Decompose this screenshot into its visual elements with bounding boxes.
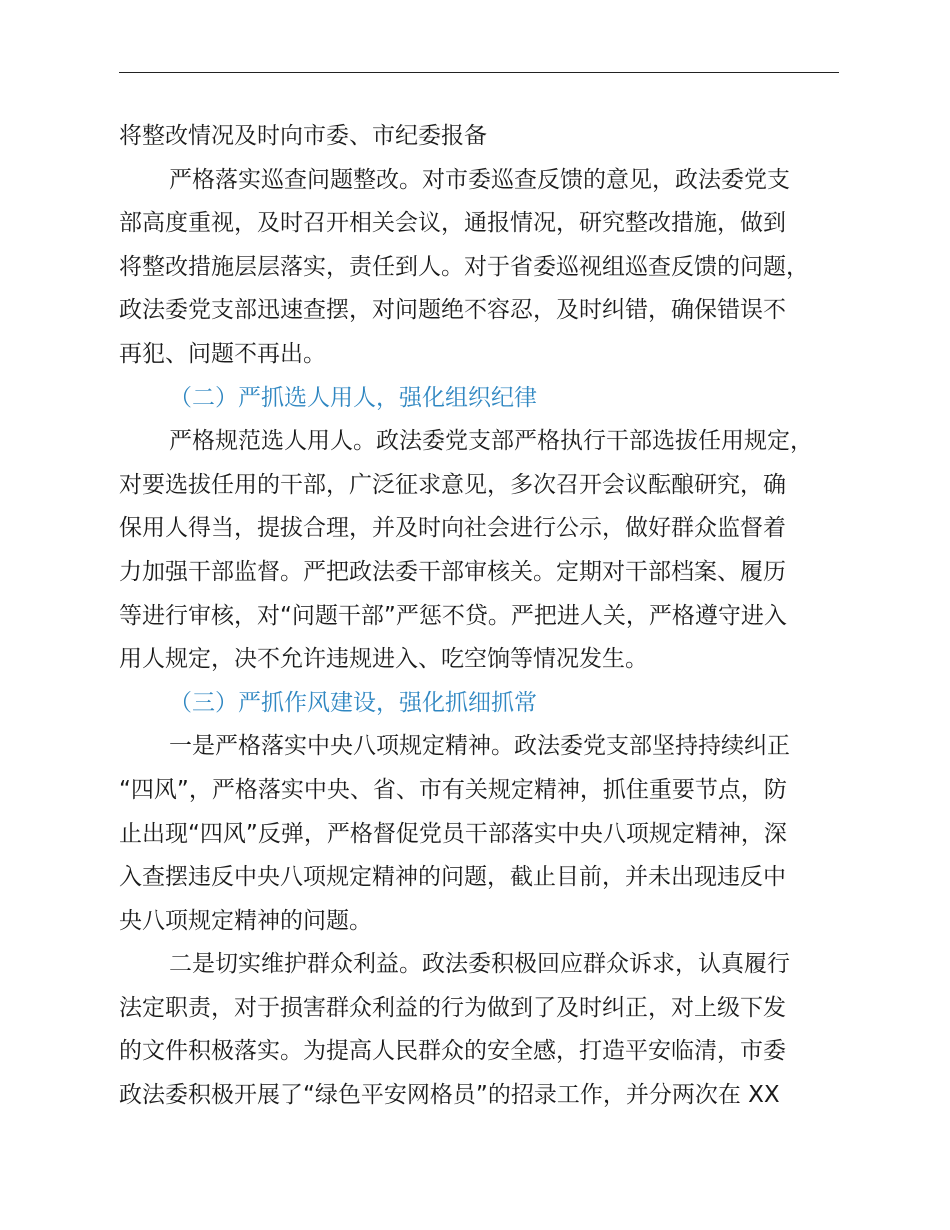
paragraph-line: 将整改情况及时向市委、市纪委报备 (119, 123, 487, 149)
paragraph-line: 入查摆违反中央八项规定精神的问题，截止目前，并未出现违反中 (119, 864, 786, 891)
paragraph-line: 一是严格落实中央八项规定精神。政法委党支部坚持持续纠正 (169, 733, 790, 760)
paragraph-line: 严格规范选人用人。政法委党支部严格执行干部选拔任用规定， (169, 428, 813, 455)
paragraph-line: 法定职责，对于损害群众利益的行为做到了及时纠正，对上级下发 (119, 994, 786, 1021)
paragraph-line: 再犯、问题不再出。 (119, 340, 326, 367)
paragraph-line: 的文件积极落实。为提高人民群众的安全感，打造平安临清，市委 (119, 1038, 786, 1065)
paragraph-line: 部高度重视，及时召开相关会议，通报情况，研究整改措施，做到 (119, 210, 786, 237)
document-body (119, 115, 849, 1118)
paragraph-line: “四风”，严格落实中央、省、市有关规定精神，抓住重要节点，防 (119, 776, 787, 803)
paragraph-line: 等进行审核，对“问题干部”严惩不贷。严把进人关，严格遵守进入 (119, 602, 787, 629)
paragraph-line: 央八项规定精神的问题。 (119, 907, 372, 934)
paragraph-line: 对要选拔任用的干部，广泛征求意见，多次召开会议酝酿研究，确 (119, 471, 786, 498)
paragraph-line: 严格落实巡查问题整改。对市委巡查反馈的意见，政法委党支 (169, 166, 790, 193)
paragraph-line: 保用人得当，提拔合理，并及时向社会进行公示，做好群众监督着 (119, 515, 786, 542)
paragraph-line: 政法委积极开展了“绿色平安网格员”的招录工作，并分两次在 XX (119, 1082, 780, 1109)
paragraph-line: 将整改措施层层落实，责任到人。对于省委巡视组巡查反馈的问题， (119, 253, 809, 280)
paragraph-line: 二是切实维护群众利益。政法委积极回应群众诉求，认真履行 (169, 951, 790, 978)
paragraph-line: 用人规定，决不允许违规进入、吃空饷等情况发生。 (119, 646, 648, 673)
header-rule (119, 72, 839, 73)
section-heading: （三）严抓作风建设，强化抓细抓常 (169, 689, 537, 716)
paragraph-line: 止出现“四风”反弹，严格督促党员干部落实中央八项规定精神，深 (119, 820, 787, 847)
section-heading: （二）严抓选人用人，强化组织纪律 (169, 384, 537, 411)
paragraph-line: 政法委党支部迅速查摆，对问题绝不容忍，及时纠错，确保错误不 (119, 297, 786, 324)
paragraph-line: 力加强干部监督。严把政法委干部审核关。定期对干部档案、履历 (119, 558, 786, 585)
